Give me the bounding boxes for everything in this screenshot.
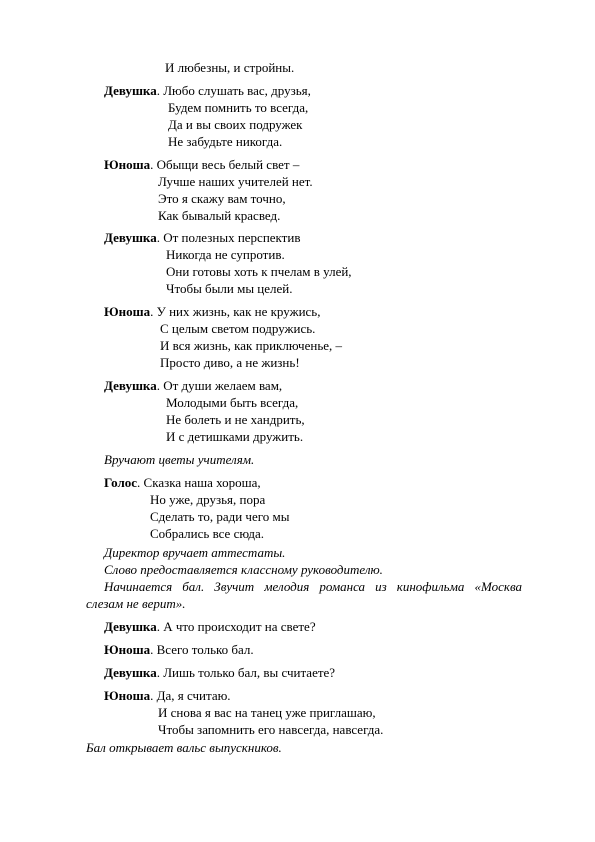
speech-text: От души желаем вам, xyxy=(163,378,283,393)
verse-line: Чтобы запомнить его навсегда, навсегда. xyxy=(158,722,384,737)
verse-line: И вся жизнь, как приключенье, – xyxy=(160,338,343,353)
speaker-name: Голос xyxy=(104,475,138,490)
verse-line: Не болеть и не хандрить, xyxy=(166,412,305,427)
speaker-name: Девушка xyxy=(104,83,157,98)
stage-direction: Слово предоставляется классному руководителю. xyxy=(104,562,383,577)
speech-text: Сказка наша хороша, xyxy=(143,475,261,490)
speech-text: Любо слушать вас, друзья, xyxy=(163,83,311,98)
verse-line: Чтобы были мы целей. xyxy=(166,281,293,296)
verse-line: Сделать то, ради чего мы xyxy=(150,509,290,524)
speech-line: Девушка. От души желаем вам, xyxy=(104,378,283,393)
speech-line: Девушка. Любо слушать вас, друзья, xyxy=(104,83,311,98)
verse-line: Это я скажу вам точно, xyxy=(158,191,286,206)
speech-line: Девушка. А что происходит на свете? xyxy=(104,619,316,634)
stage-direction: Директор вручает аттестаты. xyxy=(104,545,286,560)
stage-direction: слезам не верит». xyxy=(86,596,186,611)
verse-line: Просто диво, а не жизнь! xyxy=(160,355,300,370)
speaker-name: Девушка xyxy=(104,619,157,634)
speech-text: От полезных перспектив xyxy=(163,230,301,245)
speech-text: Обыщи весь белый свет – xyxy=(156,157,300,172)
speech-line: Девушка. От полезных перспектив xyxy=(104,230,301,245)
speaker-name: Юноша xyxy=(104,688,151,703)
verse-line: Молодыми быть всегда, xyxy=(166,395,299,410)
speaker-name: Юноша xyxy=(104,157,151,172)
speech-line: Юноша. Обыщи весь белый свет – xyxy=(104,157,300,172)
speech-line: Голос. Сказка наша хороша, xyxy=(104,475,261,490)
speech-line: Юноша. Да, я считаю. xyxy=(104,688,231,703)
verse-line: С целым светом подружись. xyxy=(160,321,316,336)
speaker-name: Девушка xyxy=(104,665,157,680)
verse-line: Лучше наших учителей нет. xyxy=(158,174,313,189)
speech-text: Лишь только бал, вы считаете? xyxy=(163,665,336,680)
verse-line: И с детишками дружить. xyxy=(166,429,304,444)
speaker-name: Юноша xyxy=(104,304,151,319)
verse-line: Не забудьте никогда. xyxy=(168,134,283,149)
verse-line: Да и вы своих подружек xyxy=(168,117,303,132)
speech-text: А что происходит на свете? xyxy=(163,619,316,634)
verse-line: Никогда не супротив. xyxy=(166,247,285,262)
verse-line: Будем помнить то всегда, xyxy=(168,100,309,115)
speaker-name: Девушка xyxy=(104,378,157,393)
speaker-name: Юноша xyxy=(104,642,151,657)
speaker-name: Девушка xyxy=(104,230,157,245)
stage-direction: Вручают цветы учителям. xyxy=(104,452,255,467)
verse-line: Как бывалый красвед. xyxy=(158,208,281,223)
verse-line: И любезны, и стройны. xyxy=(165,60,295,75)
speech-line: Девушка. Лишь только бал, вы считаете? xyxy=(104,665,336,680)
speech-text: У них жизнь, как не кружись, xyxy=(156,304,321,319)
speech-text: Да, я считаю. xyxy=(156,688,231,703)
verse-line: Собрались все сюда. xyxy=(150,526,265,541)
speech-line: Юноша. Всего только бал. xyxy=(104,642,254,657)
speech-text: Всего только бал. xyxy=(156,642,254,657)
stage-direction: Бал открывает вальс выпускников. xyxy=(86,740,282,755)
verse-line: Они готовы хоть к пчелам в улей, xyxy=(166,264,352,279)
speech-line: Юноша. У них жизнь, как не кружись, xyxy=(104,304,321,319)
verse-line: И снова я вас на танец уже приглашаю, xyxy=(158,705,376,720)
stage-direction: Начинается бал. Звучит мелодия романса из кинофильма «Москва xyxy=(104,579,522,594)
verse-line: Но уже, друзья, пора xyxy=(150,492,266,507)
